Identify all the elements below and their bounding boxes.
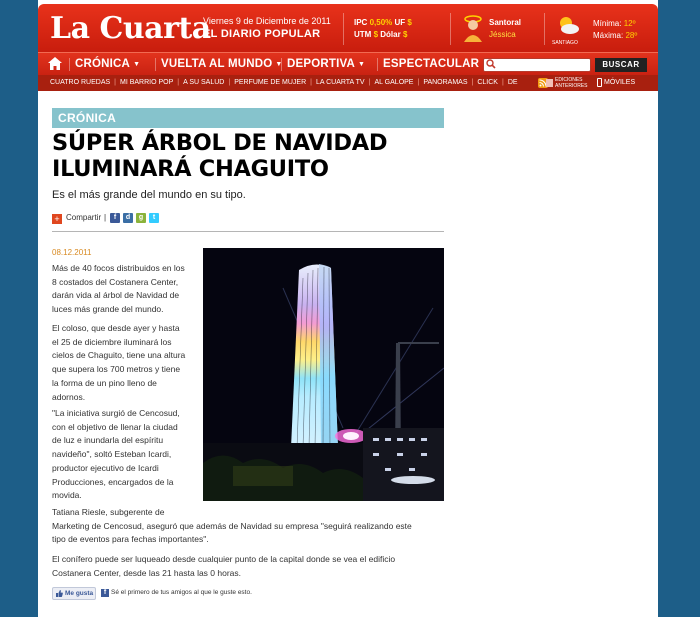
- dolar-value: $: [402, 30, 408, 39]
- thumbs-up-icon: [56, 590, 63, 597]
- nav-item-label: VUELTA AL MUNDO: [161, 58, 273, 70]
- nav-item-label: ESPECTACULAR: [383, 58, 480, 70]
- main-nav: [38, 52, 658, 75]
- nav-item-deportiva[interactable]: [287, 56, 365, 73]
- max-value: 28º: [625, 31, 638, 40]
- article-paragraph: "La iniciativa surgió de Cencosud, con el objetivo de llenar la ciudad de luz e inundarla del espíritu navideño", soltó Esteban Icardi, productor ejecutivo de Icardi Producciones, encargados de la movida.: [52, 408, 180, 501]
- nav-item-espectacular[interactable]: [383, 56, 489, 73]
- home-icon[interactable]: [48, 57, 62, 70]
- like-social-text: Sé el primero de tus amigos al que le guste esto.: [111, 589, 252, 596]
- ipc-label: IPC: [354, 18, 368, 27]
- page: [38, 0, 658, 617]
- nav-item-label: DEPORTIVA: [287, 58, 356, 70]
- weather-temps: [593, 18, 637, 42]
- like-button-label: Me gusta: [65, 590, 94, 597]
- ipc-value: 0,50%: [369, 18, 393, 27]
- article-photo: [203, 248, 444, 501]
- santoral: [489, 17, 521, 41]
- chevron-down-icon: ▼: [358, 61, 366, 68]
- subnav-link[interactable]: DE: [507, 79, 518, 86]
- subnav-link[interactable]: A SU SALUD: [183, 79, 225, 86]
- dolar-label: Dólar: [380, 30, 401, 39]
- nav-item-label: CRÓNICA: [75, 58, 131, 70]
- share-separator: |: [104, 213, 107, 222]
- section-bar: [52, 108, 444, 128]
- header-divider: [343, 13, 344, 45]
- header-divider: [450, 13, 451, 45]
- search-button[interactable]: BUSCAR: [595, 58, 647, 72]
- header-divider: [544, 13, 545, 45]
- site-logo[interactable]: La Cuarta: [50, 11, 211, 46]
- subnav-links: CUATRO RUEDAS | MI BARRIO POP | A SU SALUD | PERFUME DE MUJER | LA CUARTA TV | AL GALOPE | PANORAMAS | CLICK | DE: [50, 79, 518, 86]
- subnav-link[interactable]: PANORAMAS: [423, 79, 468, 86]
- header-tagline: EL DIARIO POPULAR: [203, 28, 321, 40]
- nav-divider: [155, 58, 156, 71]
- section-label[interactable]: CRÓNICA: [58, 111, 117, 125]
- min-value: 12º: [623, 19, 636, 28]
- share-plus-icon[interactable]: +: [52, 214, 62, 224]
- article-paragraph: El coloso, que desde ayer y hasta el 25 de diciembre iluminará los cielos de Chaguito, tiene una altura que supera los 700 metros y tiene la forma de un pino lleno de adornos.: [52, 323, 186, 402]
- like-button[interactable]: [52, 587, 96, 600]
- economic-indicators: [354, 17, 412, 41]
- santoral-label: Santoral: [489, 18, 522, 27]
- tower-illustration: [203, 248, 444, 501]
- article-paragraph: Tatiana Riesle, subgerente de Marketing de Cencosud, aseguró que además de Navidad su empresa "seguirá realizando este tipo de eventos para fechas importantes".: [52, 507, 412, 545]
- article-headline: [52, 130, 444, 182]
- article-date: 08.12.2011: [52, 248, 92, 257]
- share-row: [52, 212, 444, 226]
- search-icon: [486, 59, 496, 69]
- uf-value: $: [407, 18, 412, 27]
- header-datebox: [203, 15, 331, 41]
- saint-icon: [462, 14, 484, 42]
- subnav-link[interactable]: AL GALOPE: [374, 79, 414, 86]
- sub-nav: [38, 75, 658, 91]
- subnav-link[interactable]: MI BARRIO POP: [119, 79, 174, 86]
- article-paragraph: El conífero puede ser luqueado desde cualquier punto de la capital donde se vea el edificio Costanera Center, desde las 21 hasta las 0 horas.: [52, 554, 396, 578]
- moviles-link[interactable]: MÓVILES: [604, 79, 636, 86]
- nav-item-cronica[interactable]: [75, 56, 140, 73]
- subnav-link[interactable]: LA CUARTA TV: [315, 79, 365, 86]
- article-subhead: Es el más grande del mundo en su tipo.: [52, 189, 246, 201]
- article-paragraph: Más de 40 focos distribuidos en los 8 costados del Costanera Center, darán vida al árbol de Navidad de luces más grande del mundo.: [52, 263, 185, 315]
- mobile-icon: [597, 78, 602, 87]
- utm-value: $: [373, 30, 379, 39]
- share-label[interactable]: Compartir: [66, 213, 102, 222]
- uf-label: UF: [394, 18, 406, 27]
- headline-line: SÚPER ÁRBOL DE NAVIDAD: [52, 130, 388, 156]
- chevron-down-icon: ▼: [275, 61, 283, 68]
- subnav-link[interactable]: CLICK: [477, 79, 498, 86]
- google-icon[interactable]: g: [136, 213, 146, 223]
- weather-sun-cloud-icon: [555, 14, 581, 36]
- nav-divider: [69, 58, 70, 71]
- weather-city: SANTIAGO: [552, 40, 578, 46]
- subnav-link[interactable]: CUATRO RUEDAS: [50, 79, 111, 86]
- utm-label: UTM: [354, 30, 372, 39]
- min-label: Mínima:: [593, 19, 622, 28]
- site-header: [38, 4, 658, 52]
- search-input[interactable]: [483, 58, 591, 72]
- headline-line: ILUMINARÁ CHAGUITO: [52, 156, 329, 182]
- max-label: Máxima:: [593, 31, 624, 40]
- nav-item-vuelta-al-mundo[interactable]: [161, 56, 283, 73]
- divider: [52, 231, 444, 232]
- subnav-link[interactable]: PERFUME DE MUJER: [234, 79, 307, 86]
- archive-icon: [546, 79, 553, 87]
- facebook-like-row: [52, 587, 444, 601]
- nav-divider: [377, 58, 378, 71]
- facebook-icon: f: [101, 589, 109, 597]
- twitter-icon[interactable]: t: [149, 213, 159, 223]
- nav-divider: [281, 58, 282, 71]
- ediciones-anteriores-link[interactable]: EDICIONES ANTERIORES: [555, 77, 588, 89]
- santoral-value: Jéssica: [489, 30, 516, 39]
- chevron-down-icon: ▼: [133, 61, 141, 68]
- facebook-icon[interactable]: f: [110, 213, 120, 223]
- header-date: Viernes 9 de Diciembre de 2011: [203, 16, 331, 26]
- delicious-icon[interactable]: d: [123, 213, 133, 223]
